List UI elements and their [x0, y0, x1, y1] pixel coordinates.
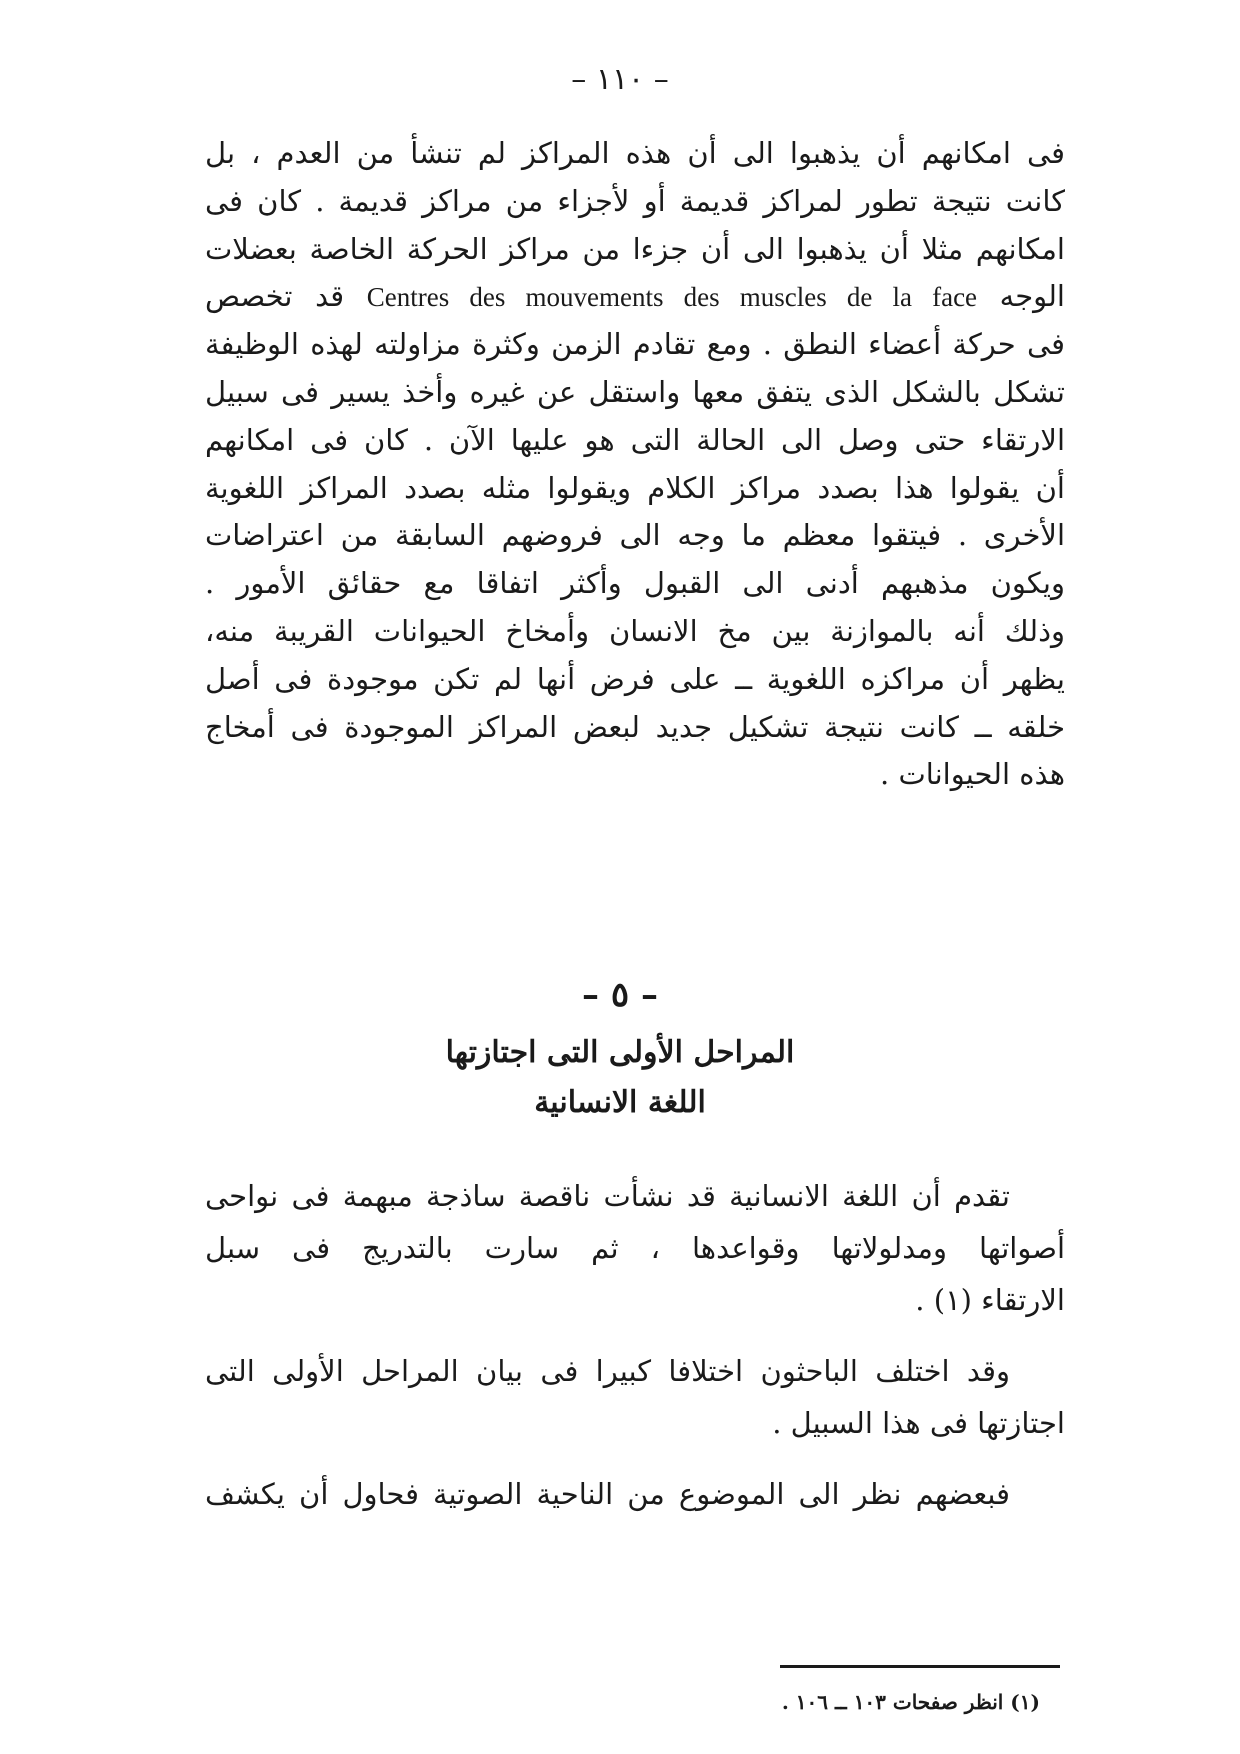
text-line: الارتقاء حتى وصل الى الحالة التى هو عليها الآن . كان فى امكانهم	[205, 422, 1065, 457]
text-line: الارتقاء (١) .	[915, 1283, 1065, 1317]
top-paragraph	[205, 130, 1065, 799]
section-title	[0, 1028, 1240, 1128]
text-line: أصواتها ومدلولاتها وقواعدها ، ثم سارت بالتدريج فى سبل	[205, 1231, 1065, 1265]
latin-term: Centres des mouvements des muscles de la face	[366, 282, 978, 313]
text-line: يظهر أن مراكزه اللغوية ــ على فرض أنها لم تكن موجودة فى أصل	[205, 661, 1065, 696]
text-line: فى حركة أعضاء النطق . ومع تقادم الزمن وكثرة مزاولته لهذه الوظيفة	[205, 327, 1065, 362]
text-line: الأخرى . فيتقوا معظم ما وجه الى فروضهم السابقة من اعتراضات	[205, 518, 1065, 553]
text-line: هذه الحيوانات .	[880, 757, 1065, 792]
text-line-mixed	[205, 273, 1065, 321]
text-line: وذلك أنه بالموازنة بين مخ الانسان وأمخاخ الحيوانات القريبة منه،	[205, 613, 1065, 648]
section-number: – ٥ –	[582, 975, 658, 1015]
section-title-line: اللغة الانسانية	[534, 1085, 706, 1120]
text-line: ويكون مذهبهم أدنى الى القبول وأكثر اتفاقا مع حقائق الأمور .	[205, 566, 1065, 601]
text-fragment: قد تخصص	[205, 279, 345, 314]
paragraph-3	[205, 1468, 1065, 1520]
text-line: فبعضهم نظر الى الموضوع من الناحية الصوتية فحاول أن يكشف	[205, 1477, 1010, 1511]
text-line: أن يقولوا هذا بصدد مراكز الكلام ويقولوا مثله بصدد المراكز اللغوية	[205, 470, 1065, 505]
text-line: وقد اختلف الباحثون اختلافا كبيرا فى بيان المراحل الأولى التى	[205, 1354, 1010, 1388]
text-line: اجتازتها فى هذا السبيل .	[772, 1406, 1065, 1440]
footnote: (١) انظر صفحات ١٠٣ ــ ١٠٦ .	[781, 1690, 1040, 1714]
text-line: فى امكانهم أن يذهبوا الى أن هذه المراكز لم تنشأ من العدم ، بل	[205, 136, 1065, 170]
text-line: تقدم أن اللغة الانسانية قد نشأت ناقصة ساذجة مبهمة فى نواحى	[205, 1179, 1010, 1213]
section-title-line: المراحل الأولى التى اجتازتها	[445, 1035, 795, 1070]
paragraph-2	[205, 1345, 1065, 1449]
text-line: كانت نتيجة تطور لمراكز قديمة أو لأجزاء من مراكز قديمة . كان فى	[205, 183, 1065, 218]
page-number: – ١١٠ –	[571, 62, 669, 97]
text-line: تشكل بالشكل الذى يتفق معها واستقل عن غيره وأخذ يسير فى سبيل	[205, 374, 1065, 409]
footnote-divider	[780, 1665, 1060, 1668]
text-line: خلقه ــ كانت نتيجة تشكيل جديد لبعض المراكز الموجودة فى أمخاج	[205, 709, 1065, 744]
text-line: امكانهم مثلا أن يذهبوا الى أن جزءا من مراكز الحركة الخاصة بعضلات	[205, 231, 1065, 266]
paragraph-1	[205, 1170, 1065, 1326]
text-fragment: الوجه	[999, 279, 1065, 314]
